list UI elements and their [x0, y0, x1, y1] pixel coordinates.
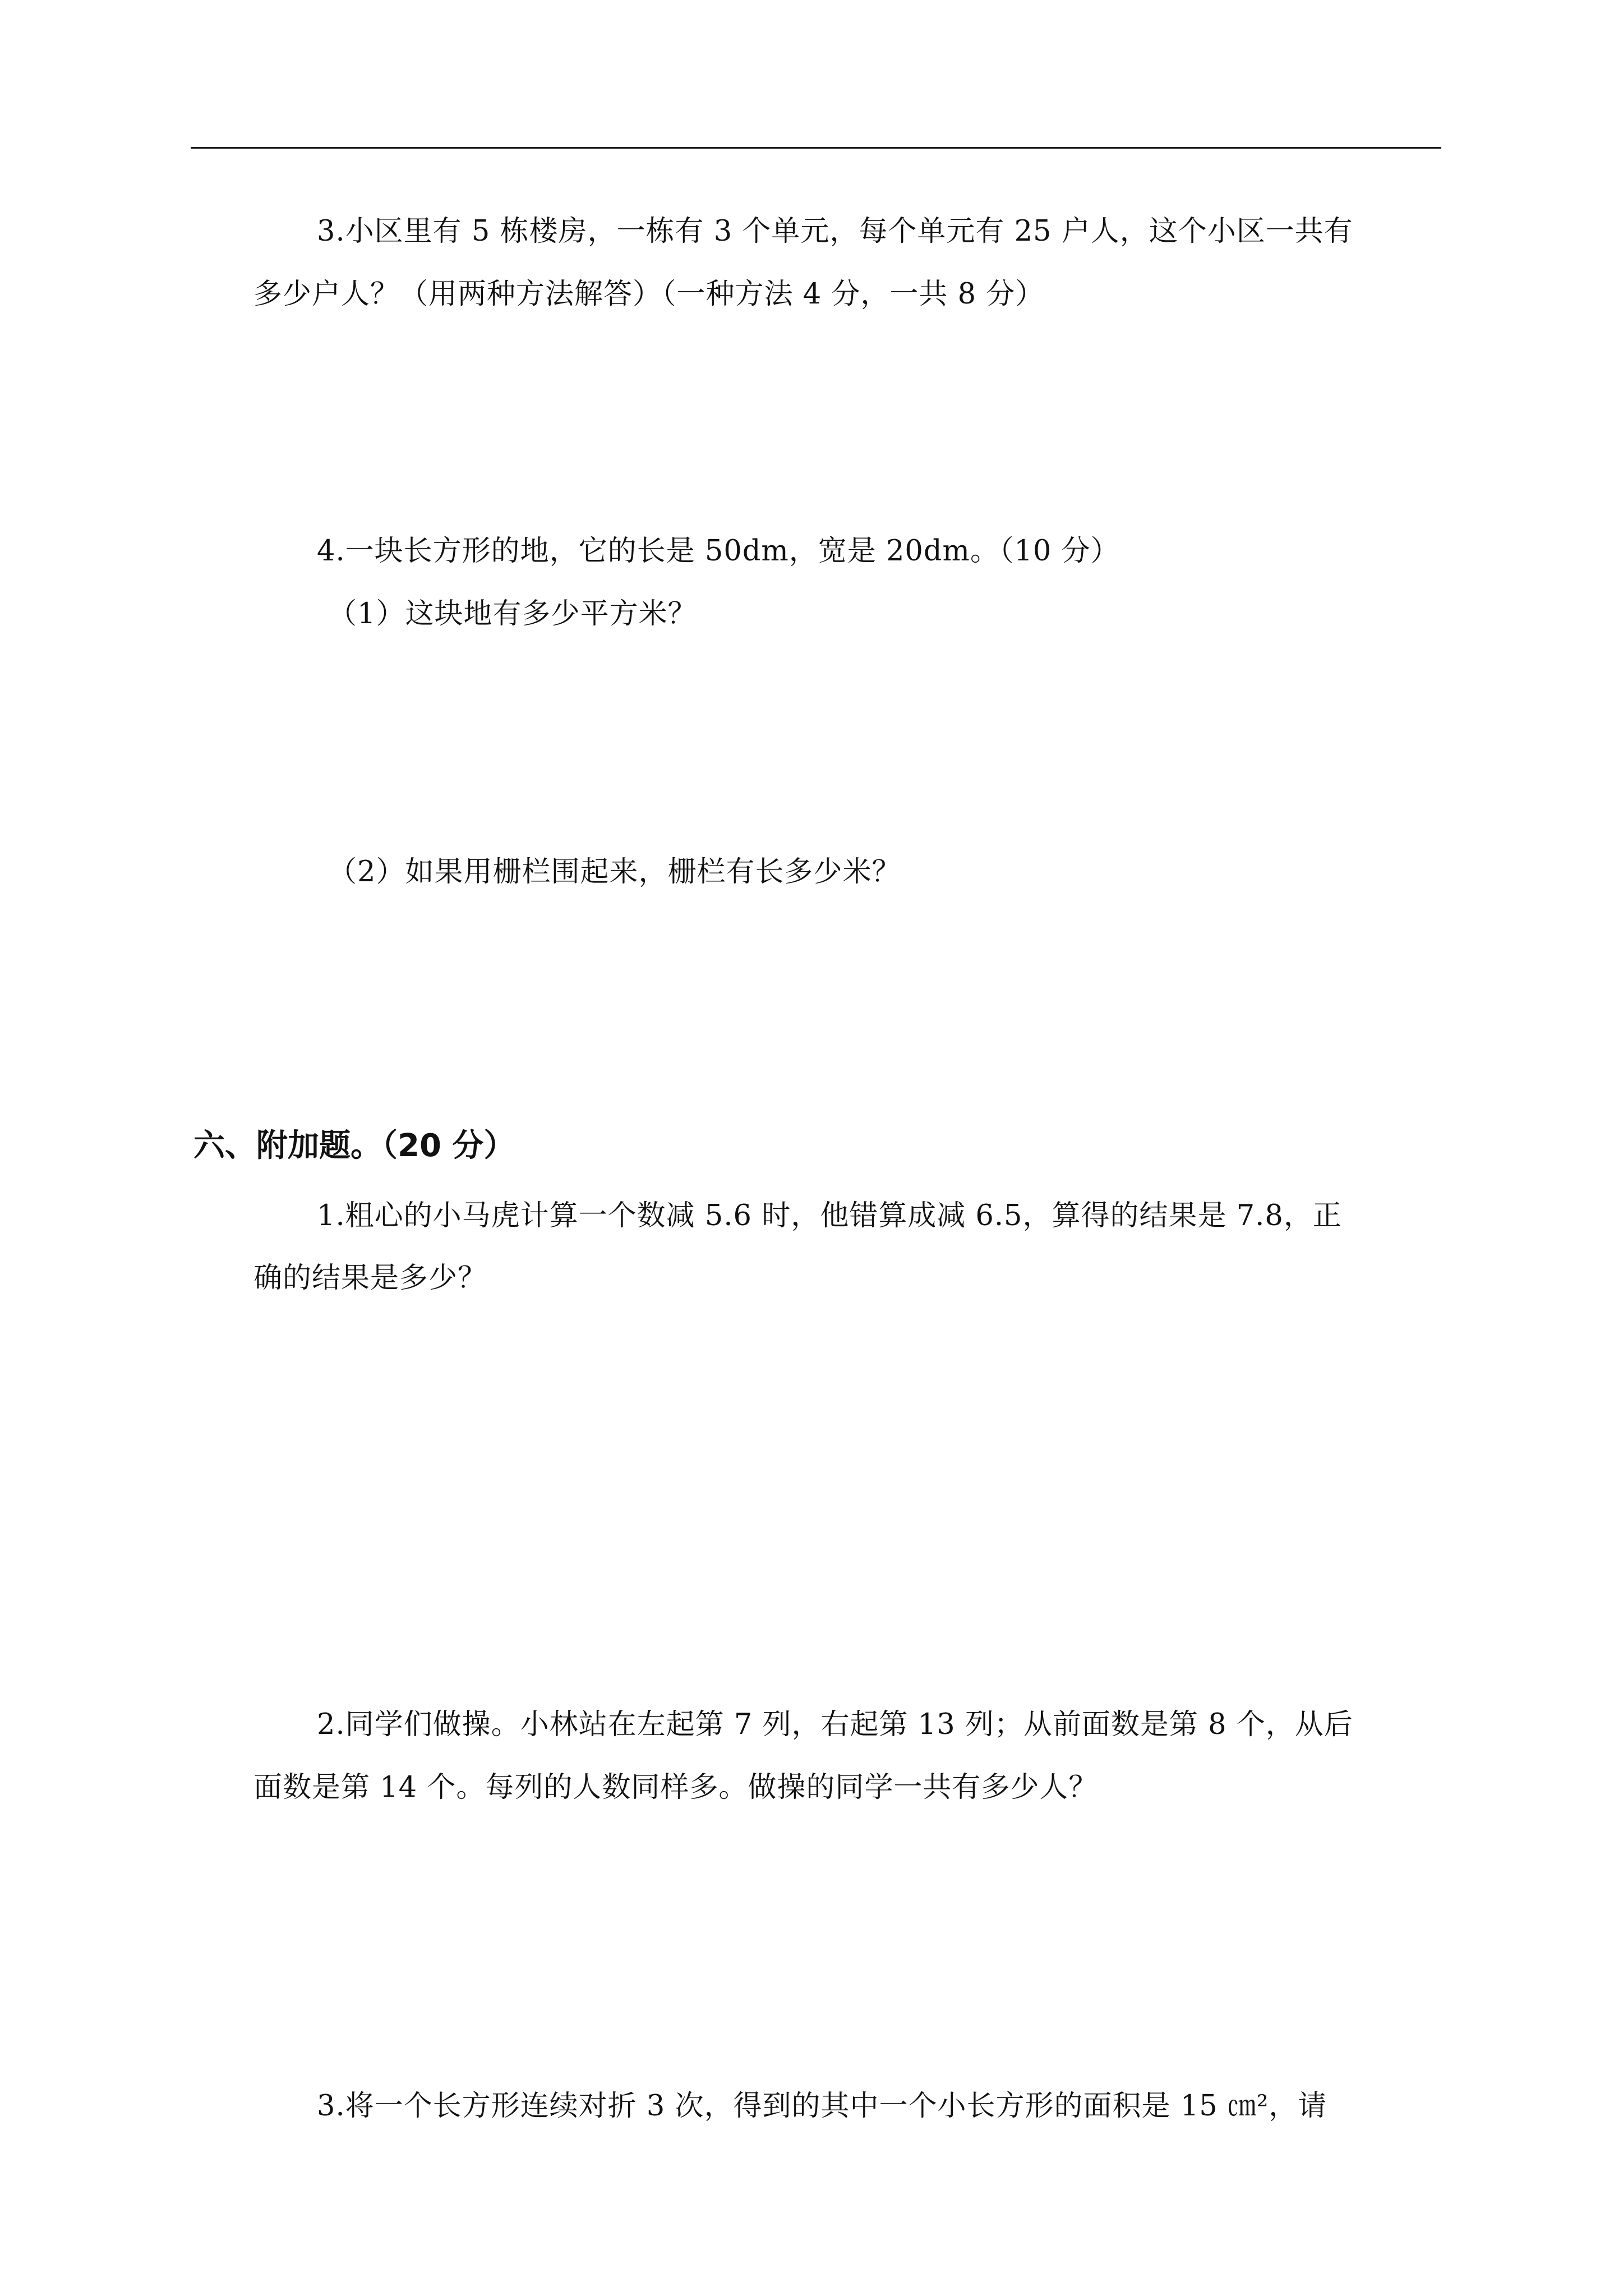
bonus-question-1-line-1: 1.粗心的小马虎计算一个数减 5.6 时，他错算成减 6.5，算得的结果是 7.8，正 [317, 1199, 1342, 1232]
section-6-title: 六、附加题。（20 分） [193, 1128, 515, 1164]
question-4-part-1: （1）这块地有多少平方米？ [328, 597, 697, 631]
question-3-line-2: 多少户人？（用两种方法解答）（一种方法 4 分，一共 8 分） [253, 278, 1045, 311]
header-rule [191, 147, 1441, 149]
question-4-stem: 4.一块长方形的地，它的长是 50dm，宽是 20dm。（10 分） [317, 535, 1120, 568]
bonus-question-2-line-1: 2.同学们做操。小林站在左起第 7 列，右起第 13 列；从前面数是第 8 个，从后 [317, 1708, 1353, 1741]
bonus-question-1-line-2: 确的结果是多少？ [253, 1262, 487, 1295]
question-3-line-1: 3.小区里有 5 栋楼房，一栋有 3 个单元，每个单元有 25 户人，这个小区一共有 [317, 215, 1353, 248]
bonus-question-2-line-2: 面数是第 14 个。每列的人数同样多。做操的同学一共有多少人？ [253, 1771, 1098, 1804]
bonus-question-3-line-1: 3.将一个长方形连续对折 3 次，得到的其中一个小长方形的面积是 15 ㎝²，请 [317, 2090, 1327, 2123]
question-4-part-2: （2）如果用栅栏围起来，栅栏有长多少米？ [328, 855, 901, 889]
